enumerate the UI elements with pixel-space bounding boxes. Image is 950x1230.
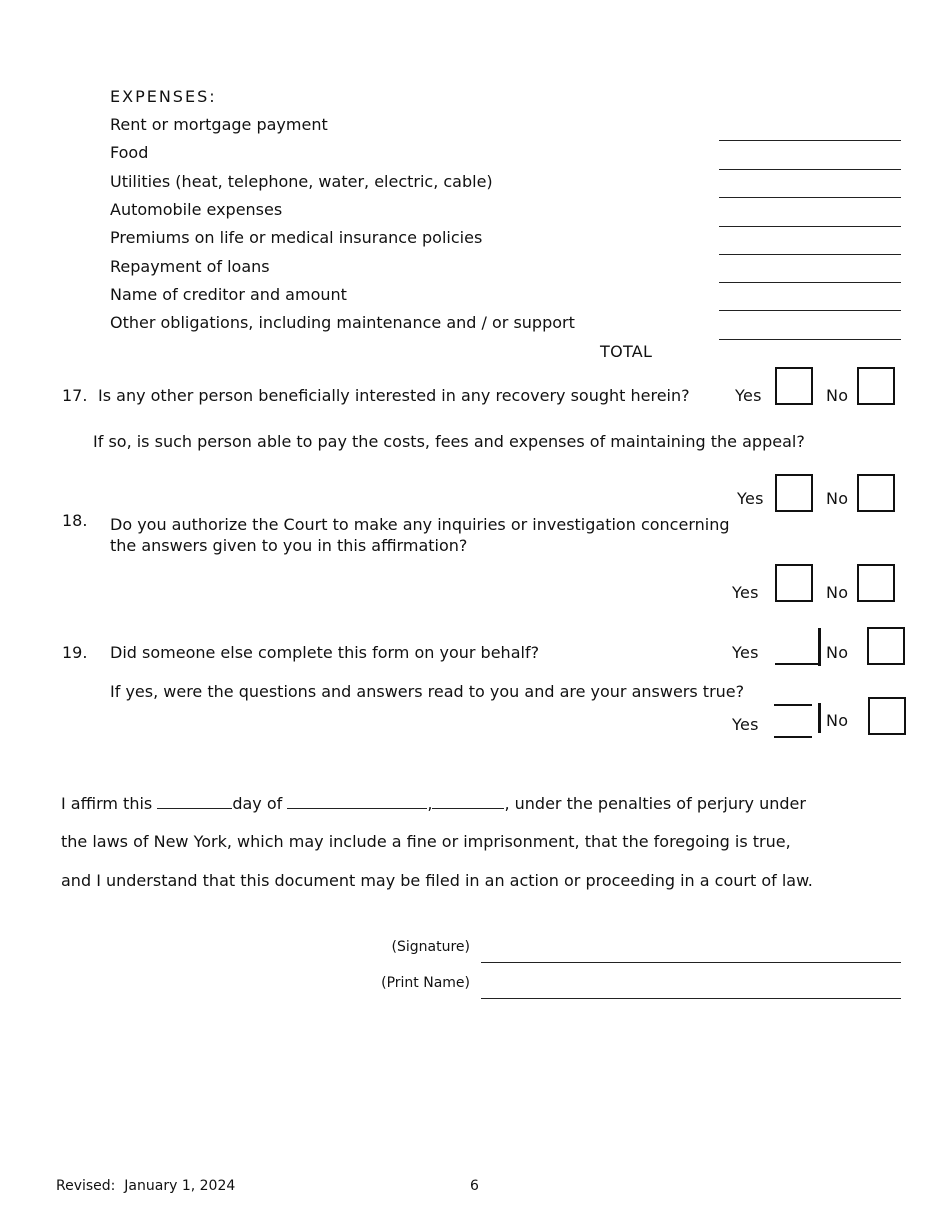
q17-text: Is any other person beneficially interested in any recovery sought herein? <box>98 386 690 405</box>
expense-field-loans[interactable] <box>719 282 901 283</box>
q19-number: 19. <box>62 643 88 662</box>
q18-line1: Do you authorize the Court to make any inquiries or investigation concerning <box>110 515 730 534</box>
footer-page-number: 6 <box>470 1178 479 1194</box>
q19-no-label: No <box>826 643 849 662</box>
affirmation-day-field[interactable] <box>157 807 232 809</box>
q19-divider <box>818 628 821 666</box>
print-name-field[interactable] <box>481 998 901 999</box>
footer-revised: Revised: January 1, 2024 <box>56 1178 236 1194</box>
q17-followup-no-label: No <box>826 489 849 508</box>
q17-yes-checkbox[interactable] <box>775 367 813 405</box>
expense-item-automobile: Automobile expenses <box>110 200 283 219</box>
q19-followup-no-checkbox[interactable] <box>868 697 906 735</box>
q17-no-checkbox[interactable] <box>857 367 895 405</box>
q17-followup-yes-label: Yes <box>737 489 764 508</box>
affirmation-text-c: , <box>427 794 433 813</box>
expense-item-loans: Repayment of loans <box>110 257 270 276</box>
print-name-label: (Print Name) <box>381 975 470 991</box>
expense-field-food[interactable] <box>719 169 901 170</box>
q19-text: Did someone else complete this form on your behalf? <box>110 643 540 662</box>
expense-item-food: Food <box>110 143 149 162</box>
q17-followup: If so, is such person able to pay the costs, fees and expenses of maintaining the appeal? <box>93 432 805 451</box>
affirmation-month-field[interactable] <box>287 807 427 809</box>
expense-field-premiums[interactable] <box>719 254 901 255</box>
affirmation-text-a: I affirm this <box>61 794 153 813</box>
q17-number: 17. <box>62 386 88 405</box>
affirmation-year-field[interactable] <box>432 807 504 809</box>
expenses-heading: EXPENSES: <box>110 87 217 106</box>
q18-yes-label: Yes <box>732 583 759 602</box>
affirmation-text-b: day of <box>232 794 283 813</box>
q17-followup-yes-checkbox[interactable] <box>775 474 813 512</box>
expense-item-premiums: Premiums on life or medical insurance policies <box>110 228 483 247</box>
q17-no-label: No <box>826 386 849 405</box>
q17-yes-label: Yes <box>735 386 762 405</box>
q19-followup-divider <box>818 703 821 733</box>
q18-line2: the answers given to you in this affirmation? <box>110 536 468 555</box>
q17-followup-no-checkbox[interactable] <box>857 474 895 512</box>
expense-field-rent[interactable] <box>719 140 901 141</box>
expense-field-automobile[interactable] <box>719 226 901 227</box>
affirmation-text-d: , under the penalties of perjury under <box>504 794 806 813</box>
q19-yes-checkbox[interactable] <box>775 663 819 665</box>
q18-yes-checkbox[interactable] <box>775 564 813 602</box>
q18-no-label: No <box>826 583 849 602</box>
expense-field-creditor[interactable] <box>719 310 901 311</box>
affirmation-line1 <box>61 794 806 813</box>
affirmation-line3: and I understand that this document may be filed in an action or proceeding in a court of law. <box>61 871 813 890</box>
expense-field-other[interactable] <box>719 339 901 340</box>
expense-item-other: Other obligations, including maintenance and / or support <box>110 313 575 332</box>
q19-no-checkbox[interactable] <box>867 627 905 665</box>
q19-followup-yes-label: Yes <box>732 715 759 734</box>
expense-item-creditor: Name of creditor and amount <box>110 285 347 304</box>
q19-followup-no-label: No <box>826 711 849 730</box>
total-label: TOTAL <box>600 342 653 361</box>
expense-field-utilities[interactable] <box>719 197 901 198</box>
affirmation-line2: the laws of New York, which may include a fine or imprisonment, that the foregoing is true, <box>61 832 791 851</box>
signature-label: (Signature) <box>391 939 470 955</box>
expense-item-utilities: Utilities (heat, telephone, water, electric, cable) <box>110 172 493 191</box>
expense-item-rent: Rent or mortgage payment <box>110 115 328 134</box>
q19-yes-label: Yes <box>732 643 759 662</box>
q18-no-checkbox[interactable] <box>857 564 895 602</box>
signature-field[interactable] <box>481 962 901 963</box>
q18-number: 18. <box>62 511 88 530</box>
q19-followup-yes-checkbox[interactable] <box>774 704 812 738</box>
q19-followup: If yes, were the questions and answers read to you and are your answers true? <box>110 682 745 701</box>
